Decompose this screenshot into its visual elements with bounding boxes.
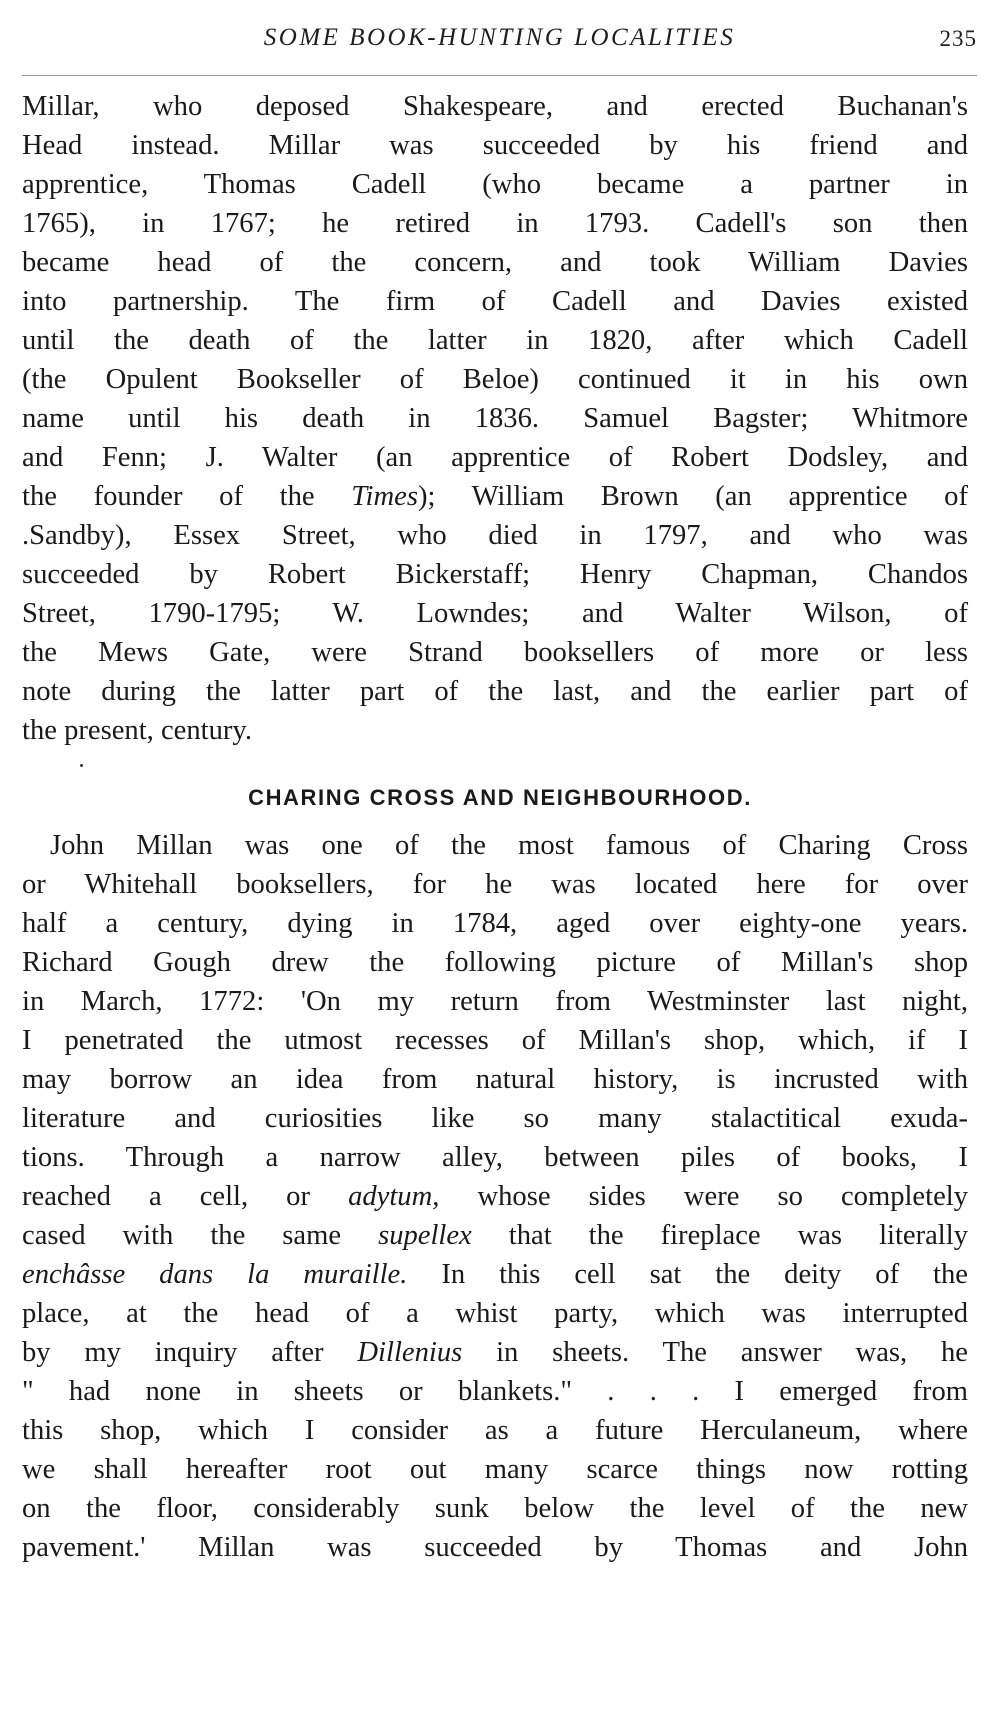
text-line: became head of the concern, and took William Davies (22, 247, 968, 278)
text-segment: reached a cell, or (22, 1181, 349, 1212)
text-line: Street, 1790-1795; W. Lowndes; and Walter Wilson, of (22, 598, 968, 629)
text-line: Richard Gough drew the following picture of Millan's shop (22, 947, 968, 978)
text-line (22, 1177, 968, 1216)
text-line: the present, century. (22, 715, 252, 746)
text-line: on the floor, considerably sunk below the level of the new (22, 1493, 968, 1524)
running-title: SOME BOOK-HUNTING LOCALITIES (263, 24, 736, 51)
text-segment: cased with the same (22, 1220, 379, 1251)
text-line: note during the latter part of the last, and the earlier part of (22, 676, 968, 707)
text-line (22, 477, 968, 516)
paragraph-book-trade (22, 87, 968, 750)
italic-title-times: Times (351, 481, 418, 512)
text-line: may borrow an idea from natural history, is incrusted with (22, 1064, 968, 1095)
print-speck (80, 764, 83, 767)
text-line: into partnership. The firm of Cadell and Davies existed (22, 286, 968, 317)
text-line: apprentice, Thomas Cadell (who became a partner in (22, 169, 968, 200)
text-line: 1765), in 1767; he retired in 1793. Cadell's son then (22, 208, 968, 239)
italic-word-supellex: supellex (378, 1220, 472, 1251)
text-line: .Sandby), Essex Street, who died in 1797, and who was (22, 520, 968, 551)
text-segment: that the fireplace was literally (471, 1220, 968, 1251)
text-line: in March, 1772: 'On my return from Westminster last night, (22, 986, 968, 1017)
text-segment: In this cell sat the deity of the (407, 1259, 968, 1290)
text-line: (the Opulent Bookseller of Beloe) continued it in his own (22, 364, 968, 395)
text-segment: by my inquiry after (22, 1337, 358, 1368)
text-line: half a century, dying in 1784, aged over eighty-one years. (22, 908, 968, 939)
running-head (22, 20, 977, 64)
text-line (22, 1216, 968, 1255)
text-line (22, 1333, 968, 1372)
text-line: John Millan was one of the most famous of Charing Cross (50, 830, 968, 861)
text-line: literature and curiosities like so many stalactitical exuda- (22, 1103, 968, 1134)
text-segment: the founder of the (22, 481, 352, 512)
text-line: and Fenn; J. Walter (an apprentice of Robert Dodsley, and (22, 442, 968, 473)
text-line: pavement.' Millan was succeeded by Thomas and John (22, 1532, 968, 1563)
text-line: we shall hereafter root out many scarce things now rotting (22, 1454, 968, 1485)
italic-phrase-french: enchâsse dans la muraille. (22, 1259, 408, 1290)
text-segment: whose sides were so completely (439, 1181, 968, 1212)
text-line: I penetrated the utmost recesses of Millan's shop, which, if I (22, 1025, 968, 1056)
text-line: Millar, who deposed Shakespeare, and erected Buchanan's (22, 91, 968, 122)
text-line: until the death of the latter in 1820, after which Cadell (22, 325, 968, 356)
paragraph-john-millan (22, 826, 968, 1567)
text-segment: in sheets. The answer was, he (462, 1337, 968, 1368)
italic-word-adytum: adytum, (348, 1181, 440, 1212)
section-heading: CHARING CROSS AND NEIGHBOURHOOD. (248, 785, 752, 810)
italic-title-dillenius: Dillenius (357, 1337, 463, 1368)
header-rule (22, 75, 977, 76)
page-number: 235 (939, 26, 977, 51)
text-line: place, at the head of a whist party, which was interrupted (22, 1298, 968, 1329)
text-line: name until his death in 1836. Samuel Bagster; Whitmore (22, 403, 968, 434)
text-line: this shop, which I consider as a future Herculaneum, where (22, 1415, 968, 1446)
text-line (22, 1255, 968, 1294)
text-line: Head instead. Millar was succeeded by his friend and (22, 130, 968, 161)
text-line: " had none in sheets or blankets." . . . I emerged from (22, 1376, 968, 1407)
text-segment: ); William Brown (an apprentice of (417, 481, 968, 512)
text-line: succeeded by Robert Bickerstaff; Henry Chapman, Chandos (22, 559, 968, 590)
text-line: or Whitehall booksellers, for he was located here for over (22, 869, 968, 900)
text-line: the Mews Gate, were Strand booksellers of more or less (22, 637, 968, 668)
text-line: tions. Through a narrow alley, between piles of books, I (22, 1142, 968, 1173)
